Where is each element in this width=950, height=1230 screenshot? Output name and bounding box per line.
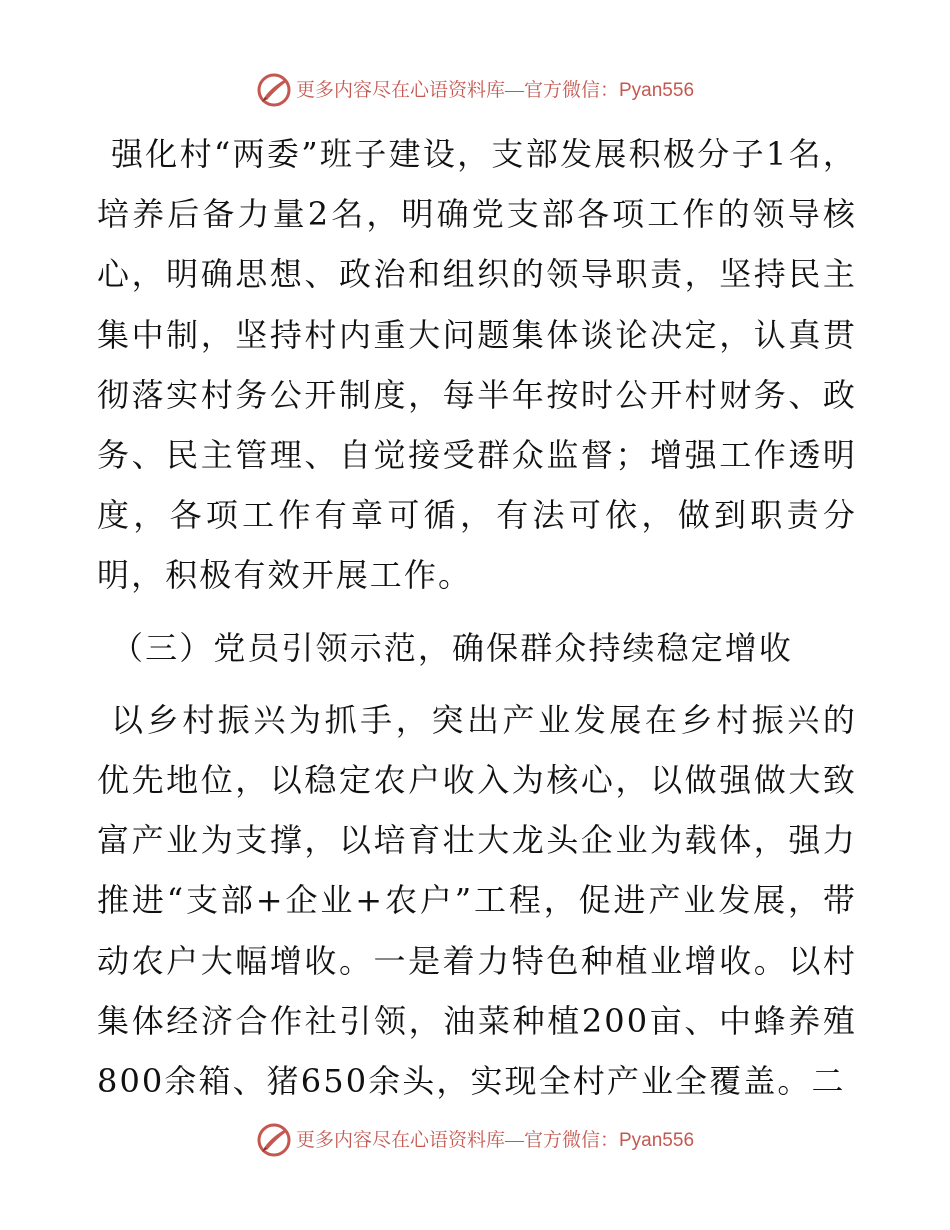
pen-logo-icon [256,1122,292,1158]
footer-banner-text [296,1128,694,1153]
banner-account-id: Pyan556 [619,1129,695,1151]
document-body [97,124,857,1111]
banner-dash: — [504,79,524,101]
footer-banner [0,1120,950,1160]
banner-dash: — [504,1129,524,1151]
banner-brand: 更多内容尽在心语资料库 [295,79,505,101]
pen-logo-icon [256,72,292,108]
banner-brand: 更多内容尽在心语资料库 [295,1129,505,1151]
banner-account-label: 官方微信： [523,1129,619,1151]
banner-account-id: Pyan556 [619,79,695,101]
paragraph: 以乡村振兴为抓手，突出产业发展在乡村振兴的优先地位，以稳定农户收入为核心，以做强做大致富产业为支撑，以培育壮大龙头企业为载体，强力推进“支部+企业+农户”工程，促进产业发展，带动农户大幅增收。一是着力特色种植业增收。以村集体经济合作社引领，油菜种植200亩、中蜂养殖800余箱、猪650余头，实现全村产业全覆盖。二 [97,700,857,1101]
header-banner-text [296,78,694,103]
banner-account-label: 官方微信： [523,79,619,101]
paragraph: 强化村“两委”班子建设，支部发展积极分子1名，培养后备力量2名，明确党支部各项工作的领导核心，明确思想、政治和组织的领导职责，坚持民主集中制，坚持村内重大问题集体谈论决定，认真贯彻落实村务公开制度，每半年按时公开村财务、政务、民主管理、自觉接受群众监督；增强工作透明度，各项工作有章可循，有法可依，做到职责分明，积极有效开展工作。 [97,135,857,595]
header-banner [0,70,950,110]
section-heading: （三）党员引领示范，确保群众持续稳定增收 [111,628,794,667]
